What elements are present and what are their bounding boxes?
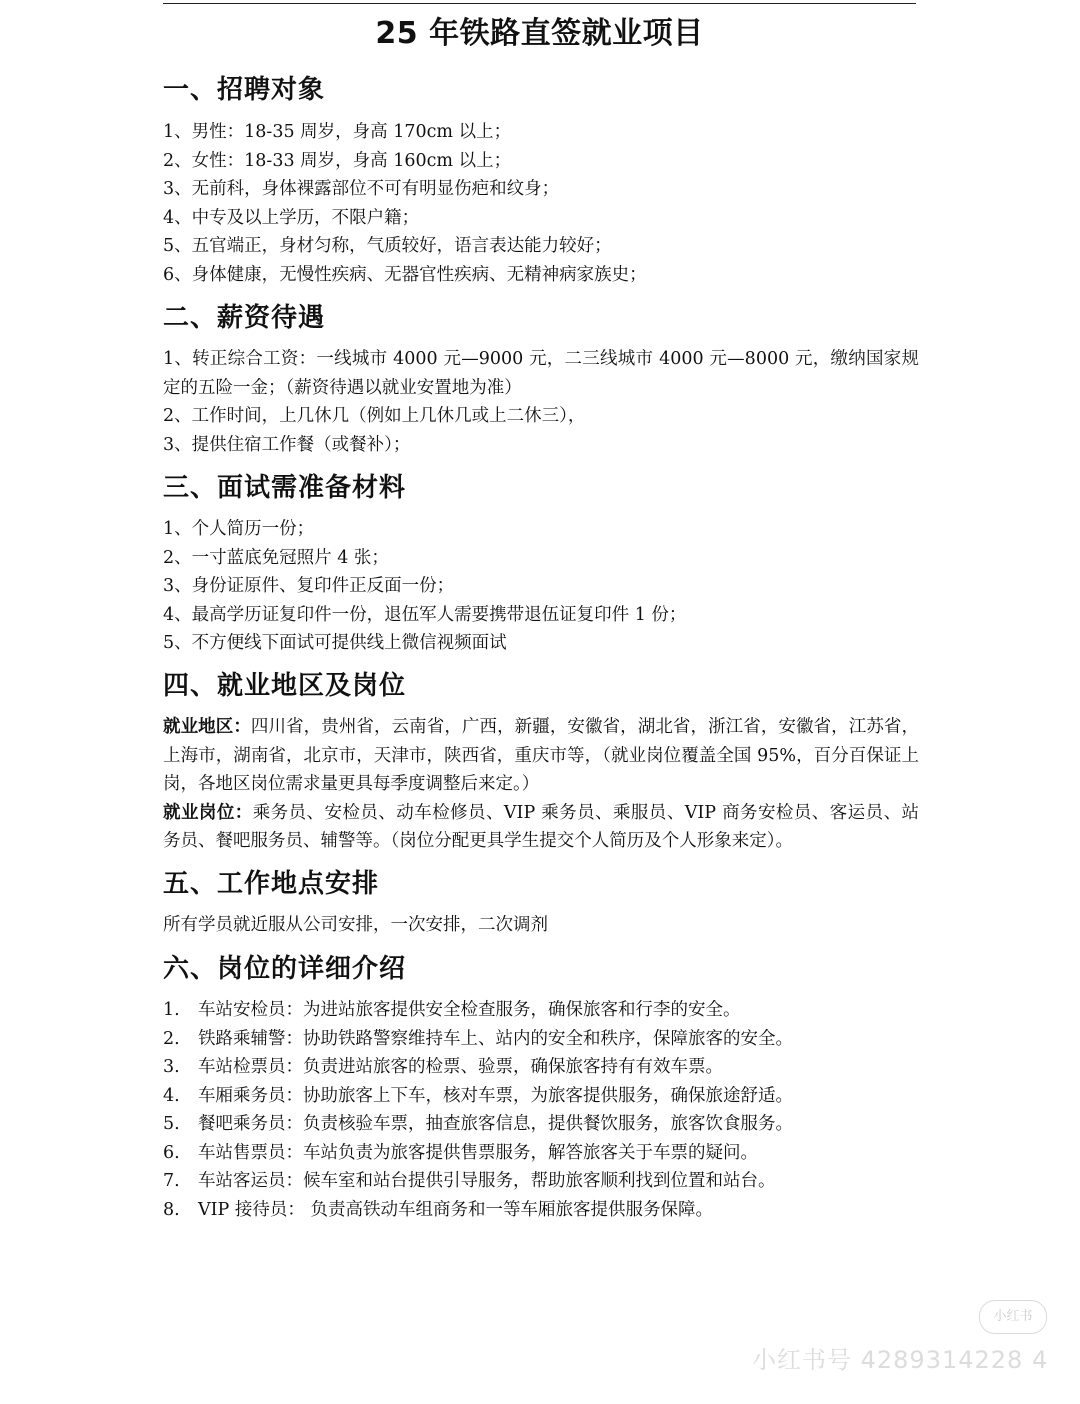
list-item: 2、一寸蓝底免冠照片 4 张； <box>163 547 389 568</box>
list-item: 4、最高学历证复印件一份，退伍军人需要携带退伍证复印件 1 份； <box>163 604 687 625</box>
list-item <box>163 1196 923 1225</box>
list-item <box>163 996 923 1025</box>
section-3-heading: 三、面试需准备材料 <box>163 473 407 503</box>
document-title: 25 年铁路直签就业项目 <box>375 16 704 51</box>
list-number: 2. <box>163 1028 180 1049</box>
list-item <box>163 1167 923 1196</box>
section-1-heading: 一、招聘对象 <box>163 75 326 105</box>
job-description: VIP 接待员： 负责高铁动车组商务和一等车厢旅客提供服务保障。 <box>198 1199 713 1220</box>
list-item: 3、无前科，身体裸露部位不可有明显伤疤和纹身； <box>163 179 560 199</box>
list-item: 5、五官端正，身材匀称，气质较好，语言表达能力较好； <box>163 236 612 256</box>
list-item: 3、身份证原件、复印件正反面一份； <box>163 576 455 596</box>
watermark-id: 小红书号 4289314228 4 <box>752 1346 1049 1374</box>
list-item: 1、个人简历一份； <box>163 519 315 539</box>
list-item: 6、身体健康，无慢性疾病、无器官性疾病、无精神病家族史； <box>163 264 647 285</box>
job-description: 车站检票员：负责进站旅客的检票、验票，确保旅客持有有效车票。 <box>198 1057 723 1077</box>
employment-position-paragraph <box>163 799 919 856</box>
list-item <box>163 1139 923 1168</box>
position-label: 就业岗位： <box>163 802 253 823</box>
list-number: 7. <box>163 1171 180 1191</box>
salary-item: 1、转正综合工资：一线城市 4000 元—9000 元，二三线城市 4000 元—8000 元，缴纳国家规定的五险一金；（薪资待遇以就业安置地为准） <box>163 349 919 398</box>
job-description: 车站售票员：车站负责为旅客提供售票服务，解答旅客关于车票的疑问。 <box>198 1142 758 1163</box>
list-item <box>163 1053 923 1082</box>
list-item: 4、中专及以上学历，不限户籍； <box>163 207 420 228</box>
region-label: 就业地区： <box>163 717 251 737</box>
list-number: 3. <box>163 1057 180 1077</box>
list-item: 5、不方便线下面试可提供线上微信视频面试 <box>163 633 507 653</box>
list-item <box>163 1082 923 1111</box>
list-number: 8. <box>163 1199 180 1220</box>
list-number: 4. <box>163 1085 180 1106</box>
list-item: 1、男性：18-35 周岁，身高 170cm 以上； <box>163 122 512 142</box>
section-5-heading: 五、工作地点安排 <box>163 869 380 899</box>
section-4-heading: 四、就业地区及岗位 <box>163 671 407 701</box>
list-number: 5. <box>163 1114 180 1134</box>
work-time-item: 2、工作时间，上几休几（例如上几休几或上二休三）， <box>163 406 586 426</box>
top-rule <box>163 3 916 4</box>
work-location-text: 所有学员就近服从公司安排，一次安排，二次调剂 <box>163 915 548 935</box>
employment-region-paragraph <box>163 713 919 799</box>
job-description: 车站安检员：为进站旅客提供安全检查服务，确保旅客和行李的安全。 <box>198 1000 741 1020</box>
list-item: 2、女性：18-33 周岁，身高 160cm 以上； <box>163 150 512 171</box>
position-text: 乘务员、安检员、动车检修员、VIP 乘务员、乘服员、VIP 商务安检员、客运员、站务员、餐吧服务员、辅警等。（岗位分配更具学生提交个人简历及个人形象来定）。 <box>163 802 920 851</box>
list-item <box>163 1025 923 1054</box>
watermark-logo: 小红书 <box>979 1300 1047 1334</box>
job-description: 车厢乘务员：协助旅客上下车，核对车票，为旅客提供服务，确保旅途舒适。 <box>198 1085 793 1106</box>
list-number: 1. <box>163 1000 180 1020</box>
list-item <box>163 1110 923 1139</box>
region-text: 四川省，贵州省，云南省，广西，新疆，安徽省，湖北省，浙江省，安徽省，江苏省，上海市，湖南省，北京市，天津市，陕西省，重庆市等，（就业岗位覆盖全国 95%，百分百保证上岗，各地区岗位需求量更具每季度调整后来定。） <box>163 717 920 794</box>
job-list <box>163 996 923 1224</box>
job-description: 铁路乘辅警：协助铁路警察维持车上、站内的安全和秩序，保障旅客的安全。 <box>198 1028 793 1049</box>
section-2-heading: 二、薪资待遇 <box>163 303 326 333</box>
list-number: 6. <box>163 1142 180 1163</box>
job-description: 餐吧乘务员：负责核验车票，抽查旅客信息，提供餐饮服务，旅客饮食服务。 <box>198 1114 793 1134</box>
housing-item: 3、提供住宿工作餐（或餐补）； <box>163 434 411 455</box>
job-description: 车站客运员：候车室和站台提供引导服务，帮助旅客顺利找到位置和站台。 <box>198 1171 776 1191</box>
section-6-heading: 六、岗位的详细介绍 <box>163 954 407 984</box>
